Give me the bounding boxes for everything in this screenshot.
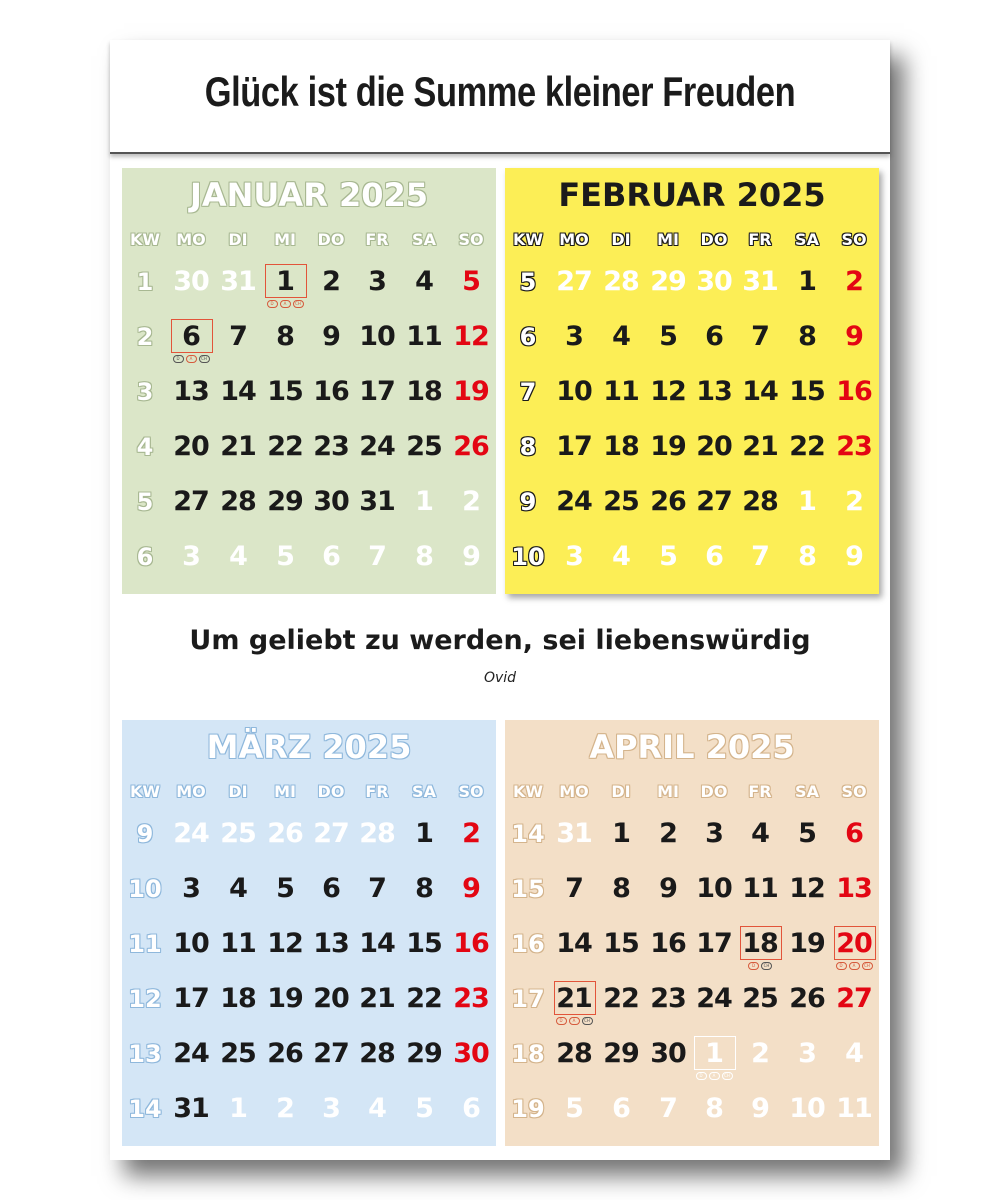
day-cell: 9 [322,321,340,352]
day-cell: 29 [603,1038,639,1069]
day-cell: 21 [556,983,592,1014]
holiday-region-badges [831,962,877,970]
day-cell-adjacent-month: 5 [565,1093,583,1124]
day-cell: 22 [406,983,442,1014]
day-cell: 17 [696,928,732,959]
day-cell: 25 [603,486,639,517]
day-cell: 15 [406,928,442,959]
weekday-header: FR [365,230,389,249]
day-cell: 12 [267,928,303,959]
weekday-header: DI [228,230,248,249]
weekday-header: MO [176,230,206,249]
weekday-header: MI [657,782,679,801]
day-cell-sunday: 23 [836,431,872,462]
day-cell: 28 [556,1038,592,1069]
weekday-header: SA [412,782,436,801]
day-cell: 1 [415,818,433,849]
week-number: 8 [519,433,537,461]
day-cell: 8 [415,873,433,904]
day-cell: 19 [267,983,303,1014]
day-cell-adjacent-month: 2 [845,486,863,517]
weekday-header: SO [458,782,484,801]
day-cell-adjacent-month: 24 [173,818,209,849]
day-cell: 28 [359,1038,395,1069]
day-cell-adjacent-month: 6 [462,1093,480,1124]
day-cell: 8 [612,873,630,904]
week-number: 14 [128,1095,162,1123]
day-cell: 15 [267,376,303,407]
weekday-header: MO [176,782,206,801]
day-cell-adjacent-month: 7 [368,541,386,572]
day-cell: 29 [406,1038,442,1069]
day-cell: 15 [603,928,639,959]
weekday-header: DO [700,782,728,801]
day-cell: 1 [276,266,294,297]
day-cell: 5 [798,818,816,849]
week-row [505,421,879,476]
week-number: 18 [511,1040,545,1068]
weekday-header: DO [317,782,345,801]
day-cell: 13 [173,376,209,407]
day-cell-adjacent-month: 5 [659,541,677,572]
day-cell: 26 [267,1038,303,1069]
day-cell-sunday: 13 [836,873,872,904]
day-cell: 10 [556,376,592,407]
week-number: 14 [511,820,545,848]
weekday-header: FR [748,230,772,249]
day-cell: 14 [556,928,592,959]
day-cell-adjacent-month: 7 [751,541,769,572]
day-cell: 1 [798,266,816,297]
week-row [505,863,879,918]
month-title: APRIL 2025 [589,728,795,766]
day-cell: 20 [696,431,732,462]
week-row [122,1083,496,1138]
day-cell: 24 [173,1038,209,1069]
week-number: 11 [128,930,162,958]
week-number: 1 [136,268,154,296]
weekday-header-row [122,782,496,804]
week-row [122,476,496,531]
day-cell-adjacent-month: 10 [789,1093,825,1124]
day-cell: 3 [705,818,723,849]
week-number: 19 [511,1095,545,1123]
day-cell: 18 [220,983,256,1014]
day-cell-sunday: 30 [453,1038,489,1069]
region-badge-ch: CH [582,1017,593,1025]
day-cell: 4 [415,266,433,297]
day-cell: 31 [359,486,395,517]
day-cell: 22 [267,431,303,462]
holiday-region-badges [691,1072,737,1080]
day-cell: 22 [603,983,639,1014]
weekday-header-row [505,782,879,804]
weekday-header: FR [365,782,389,801]
day-cell-adjacent-month: 2 [276,1093,294,1124]
holiday-region-badges [737,962,783,970]
day-cell-adjacent-month: 29 [650,266,686,297]
day-cell-adjacent-month: 6 [322,541,340,572]
day-cell-adjacent-month: 4 [845,1038,863,1069]
day-cell: 26 [789,983,825,1014]
day-cell-sunday: 9 [845,321,863,352]
week-row [122,366,496,421]
day-cell: 18 [742,928,778,959]
region-badge-d: D [267,300,278,308]
calendar-sheet [110,40,890,1160]
day-cell: 17 [173,983,209,1014]
day-cell: 16 [650,928,686,959]
day-cell: 26 [650,486,686,517]
weekday-header: MI [274,782,296,801]
day-cell-adjacent-month: 4 [612,541,630,572]
weekday-header: MO [559,782,589,801]
week-row [505,1083,879,1138]
region-badge-a: A [280,300,291,308]
week-row [505,366,879,421]
weekday-header: SA [795,230,819,249]
day-cell-adjacent-month: 3 [798,1038,816,1069]
day-cell-sunday: 26 [453,431,489,462]
day-cell-sunday: 6 [845,818,863,849]
week-row [505,808,879,863]
day-cell: 6 [705,321,723,352]
week-number: 9 [136,820,154,848]
day-cell-adjacent-month: 4 [368,1093,386,1124]
day-cell-sunday: 2 [845,266,863,297]
day-cell: 14 [359,928,395,959]
day-cell: 22 [789,431,825,462]
region-badge-d: D [748,962,759,970]
day-cell-adjacent-month: 8 [705,1093,723,1124]
day-cell: 27 [696,486,732,517]
week-row [505,1028,879,1083]
day-cell: 11 [742,873,778,904]
day-cell-adjacent-month: 31 [556,818,592,849]
region-badge-d: D [173,355,184,363]
region-badge-ch: CH [761,962,772,970]
day-cell-adjacent-month: 27 [556,266,592,297]
week-row [122,421,496,476]
day-cell-adjacent-month: 4 [229,541,247,572]
region-badge-a: A [186,355,197,363]
week-number: 15 [511,875,545,903]
day-cell: 11 [220,928,256,959]
day-cell-adjacent-month: 1 [705,1038,723,1069]
week-row [122,918,496,973]
week-row [122,808,496,863]
day-cell: 11 [406,321,442,352]
day-cell: 13 [313,928,349,959]
day-cell: 30 [650,1038,686,1069]
day-cell: 11 [603,376,639,407]
day-cell: 19 [789,928,825,959]
day-cell-sunday: 19 [453,376,489,407]
day-cell-adjacent-month: 5 [415,1093,433,1124]
day-cell-adjacent-month: 3 [182,541,200,572]
week-number: 6 [519,323,537,351]
region-badge-d: D [556,1017,567,1025]
day-cell: 20 [173,431,209,462]
month-title: FEBRUAR 2025 [558,176,826,214]
day-cell: 16 [313,376,349,407]
day-cell-adjacent-month: 8 [798,541,816,572]
day-cell-sunday: 20 [836,928,872,959]
day-cell: 24 [359,431,395,462]
day-cell-adjacent-month: 31 [220,266,256,297]
region-badge-ch: CH [862,962,873,970]
week-number: 6 [136,543,154,571]
region-badge-ch: CH [722,1072,733,1080]
day-cell-adjacent-month: 27 [313,818,349,849]
day-cell: 19 [650,431,686,462]
day-cell: 3 [182,873,200,904]
quote-author: Ovid [483,670,517,686]
day-cell-adjacent-month: 2 [751,1038,769,1069]
day-cell-adjacent-month: 26 [267,818,303,849]
region-badge-a: A [709,1072,720,1080]
region-badge-a: A [569,1017,580,1025]
day-cell: 3 [565,321,583,352]
month-title: MÄRZ 2025 [206,728,412,766]
day-cell: 9 [659,873,677,904]
day-cell: 28 [220,486,256,517]
week-number: 5 [136,488,154,516]
day-cell: 24 [556,486,592,517]
day-cell: 29 [267,486,303,517]
day-cell-sunday: 16 [836,376,872,407]
weekday-header: KW [129,230,161,249]
week-row [505,531,879,586]
day-cell-adjacent-month: 9 [751,1093,769,1124]
weekday-header-row [122,230,496,252]
day-cell-sunday: 27 [836,983,872,1014]
day-cell: 10 [173,928,209,959]
header-band [110,40,890,154]
day-cell-sunday: 5 [462,266,480,297]
day-cell: 23 [313,431,349,462]
week-row [122,311,496,366]
weekday-header: MI [274,230,296,249]
day-cell-adjacent-month: 5 [276,541,294,572]
region-badge-ch: CH [293,300,304,308]
day-cell-sunday: 23 [453,983,489,1014]
day-cell-adjacent-month: 3 [565,541,583,572]
day-cell-adjacent-month: 31 [742,266,778,297]
day-cell: 21 [359,983,395,1014]
day-cell: 13 [696,376,732,407]
week-number: 12 [128,985,162,1013]
day-cell: 18 [603,431,639,462]
day-cell: 3 [368,266,386,297]
day-cell: 2 [659,818,677,849]
day-cell: 10 [696,873,732,904]
month-april [505,720,879,1146]
day-cell-adjacent-month: 28 [359,818,395,849]
day-cell-adjacent-month: 8 [415,541,433,572]
holiday-region-badges [551,1017,597,1025]
weekday-header: MO [559,230,589,249]
week-number: 3 [136,378,154,406]
weekday-header: FR [748,782,772,801]
day-cell: 20 [313,983,349,1014]
week-row [122,973,496,1028]
day-cell-adjacent-month: 2 [462,486,480,517]
day-cell-adjacent-month: 30 [696,266,732,297]
weekday-header: SO [458,230,484,249]
day-cell: 30 [313,486,349,517]
weekday-header: KW [129,782,161,801]
weekday-header: KW [512,782,544,801]
day-cell: 28 [742,486,778,517]
day-cell-adjacent-month: 3 [322,1093,340,1124]
day-cell-adjacent-month: 6 [705,541,723,572]
week-number: 4 [136,433,154,461]
day-cell: 18 [406,376,442,407]
weekday-header: SO [841,782,867,801]
region-badge-ch: CH [199,355,210,363]
month-january [122,168,496,594]
day-cell: 2 [322,266,340,297]
day-cell: 25 [406,431,442,462]
holiday-region-badges [262,300,308,308]
week-row [122,256,496,311]
week-number: 5 [519,268,537,296]
day-cell: 7 [229,321,247,352]
region-badge-a: A [849,962,860,970]
day-cell-adjacent-month: 1 [229,1093,247,1124]
week-number: 16 [511,930,545,958]
day-cell: 8 [276,321,294,352]
region-badge-d: D [836,962,847,970]
weekday-header: SA [795,782,819,801]
weekday-header: SO [841,230,867,249]
quote-text: Um geliebt zu werden, sei liebenswürdig [189,625,811,656]
header-title: Glück ist die Summe kleiner Freuden [204,68,796,115]
week-row [122,863,496,918]
day-cell: 8 [798,321,816,352]
day-cell: 7 [565,873,583,904]
day-cell: 17 [556,431,592,462]
day-cell: 25 [742,983,778,1014]
weekday-header: DI [228,782,248,801]
week-row [505,918,879,973]
day-cell: 14 [742,376,778,407]
day-cell: 7 [368,873,386,904]
day-cell: 17 [359,376,395,407]
weekday-header: KW [512,230,544,249]
week-number: 17 [511,985,545,1013]
day-cell-adjacent-month: 9 [462,541,480,572]
day-cell-sunday: 2 [462,818,480,849]
week-number: 10 [511,543,545,571]
week-row [122,531,496,586]
day-cell: 7 [751,321,769,352]
day-cell: 27 [173,486,209,517]
weekday-header: MI [657,230,679,249]
day-cell-adjacent-month: 28 [603,266,639,297]
day-cell-adjacent-month: 1 [798,486,816,517]
day-cell: 4 [229,873,247,904]
day-cell-adjacent-month: 25 [220,818,256,849]
month-march [122,720,496,1146]
day-cell-sunday: 16 [453,928,489,959]
week-row [505,256,879,311]
day-cell-adjacent-month: 6 [612,1093,630,1124]
day-cell: 15 [789,376,825,407]
day-cell: 4 [751,818,769,849]
day-cell-sunday: 12 [453,321,489,352]
day-cell: 31 [173,1093,209,1124]
weekday-header: SA [412,230,436,249]
week-row [505,973,879,1028]
week-row [505,476,879,531]
weekday-header-row [505,230,879,252]
day-cell-adjacent-month: 9 [845,541,863,572]
weekday-header: DI [611,230,631,249]
week-number: 10 [128,875,162,903]
day-cell-adjacent-month: 30 [173,266,209,297]
day-cell: 23 [650,983,686,1014]
day-cell: 14 [220,376,256,407]
day-cell-adjacent-month: 1 [415,486,433,517]
day-cell: 6 [182,321,200,352]
week-number: 7 [519,378,537,406]
month-title: JANUAR 2025 [189,176,429,214]
region-badge-d: D [696,1072,707,1080]
month-february [505,168,879,594]
day-cell: 4 [612,321,630,352]
weekday-header: DI [611,782,631,801]
week-row [122,1028,496,1083]
day-cell: 21 [220,431,256,462]
week-number: 9 [519,488,537,516]
holiday-region-badges [168,355,214,363]
week-row [505,311,879,366]
day-cell: 27 [313,1038,349,1069]
day-cell-adjacent-month: 7 [659,1093,677,1124]
day-cell: 12 [650,376,686,407]
day-cell-adjacent-month: 11 [836,1093,872,1124]
day-cell: 24 [696,983,732,1014]
week-number: 2 [136,323,154,351]
week-number: 13 [128,1040,162,1068]
weekday-header: DO [700,230,728,249]
day-cell: 1 [612,818,630,849]
day-cell: 25 [220,1038,256,1069]
day-cell: 12 [789,873,825,904]
day-cell-sunday: 9 [462,873,480,904]
day-cell: 10 [359,321,395,352]
day-cell: 5 [276,873,294,904]
weekday-header: DO [317,230,345,249]
day-cell: 21 [742,431,778,462]
day-cell: 5 [659,321,677,352]
day-cell: 6 [322,873,340,904]
